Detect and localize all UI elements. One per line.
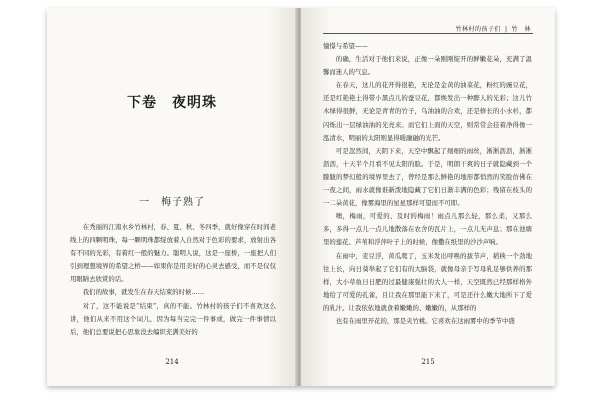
right-page	[301, 8, 555, 386]
paragraph: 也有在雨里开花的，那是夹竹桃。它喜欢在这雨雾中的季节中盛	[335, 316, 515, 325]
paragraph: 对了，这不能说是“结束”，真的不能。竹林村的孩子们不喜欢这么讲，他们从来不用这个词儿，因为每当完完一件事或，做完一件事情以后，他们总要说把心思象没去编织充满美好的	[70, 301, 276, 336]
paragraph: 噢，梅雨，可爱的、及时的梅雨！雨点儿那么轻，那么柔，又那么多，多得一点儿一点儿地散落在农舍的瓦片上，一点儿无声息；那在池塘里的莲花、芦苇和浮萍叶子上的时候，像撒在纸里的沙沙声响。	[323, 212, 532, 247]
header-rule	[323, 33, 533, 34]
paragraph: 在春天，这儿的花开得很艳，无论是金黄的油菜花，粉红的豌豆花，还是红艳艳土得带小黑点儿的蚕豆花，都焕发出一种醉人的光彩；这儿竹木绿得很鲜，无论是青青的竹子，乌油油的合欢，还是修长的小水杉，都闪烁出一层绿油油的光亮来。而它们上面的天空，则常常会挂着净得像一泓清水，明丽的太阳则显得暖融融的光芒。	[323, 81, 532, 142]
paragraph: 憧憬与希望——	[323, 42, 368, 50]
right-body-text	[323, 40, 532, 328]
chapter-title: 一 梅子熟了	[139, 197, 205, 208]
book-spread	[47, 8, 555, 386]
volume-title: 下卷 夜明珠	[127, 95, 217, 111]
page-number: 214	[165, 358, 179, 366]
running-header-section: 竹 林	[511, 26, 531, 33]
page-number: 215	[421, 358, 435, 366]
left-page	[47, 8, 297, 386]
paragraph: 的确，生活对于他们来说，正像一朵刚刚绽开的鲜嫩花朵，充满了温馨而迷人的气息。	[323, 55, 532, 77]
left-body-text	[70, 221, 276, 339]
paragraph: 可是忽然间，天阴下来，天空中飘起了细细的雨丝，淅淅沥沥，淅淅沥沥，十天半个月看不见太阳的脸。于是，明朗干爽的日子就隐藏到一个朦胧的梦幻般的境界里去了，曾经是那么鲜艳的地形都悄然的笑脸仿佛在一夜之间，雨水就像谁新泼地隐藏了它们日渐丰满的色彩；残留在枝头的一二朵黄花，像雾海里的星星那样可望而不可即。	[323, 146, 532, 208]
running-header-book-title: 竹林村的孩子们	[455, 26, 501, 33]
paragraph: 在秀丽的江南水乡竹林村，春、夏、秋、冬四季，就好像穿在时间老线上的四颗明珠，每一颗明珠都绽放着人自然对于色彩的要求，放射出各有不同的光彩，有着红一般的魅力。聪明人说，这是一座桥，一座把人们引到理想境界的希望之桥——如果你是用美好的心灵去感受，而不是仅仅用眼睛去欣赏的话。	[70, 223, 276, 284]
running-header: 竹林村的孩子们 | 竹 林	[455, 26, 531, 33]
paragraph: 在雨中，麦豆浮，黄瓜爬了，玉米发出呼唤的拔节声，稻秧一个劲地往上长，向日葵举起了它们有的大脑袋，就像母亲于写母乳足够供养的那样，大小草鱼日日肥的过最健康强壮的大人一样，天空既然已经那样格外地给了可爱的孔雀，且让我在那里能下来了，可是还什么嫩大地所下了爱的乳汁。让我依依地就食着嫩嫩的、嫩嫩的，从那样的	[323, 251, 532, 312]
paragraph: 我们的故事，就发生在春天结束的时候……	[82, 288, 205, 297]
